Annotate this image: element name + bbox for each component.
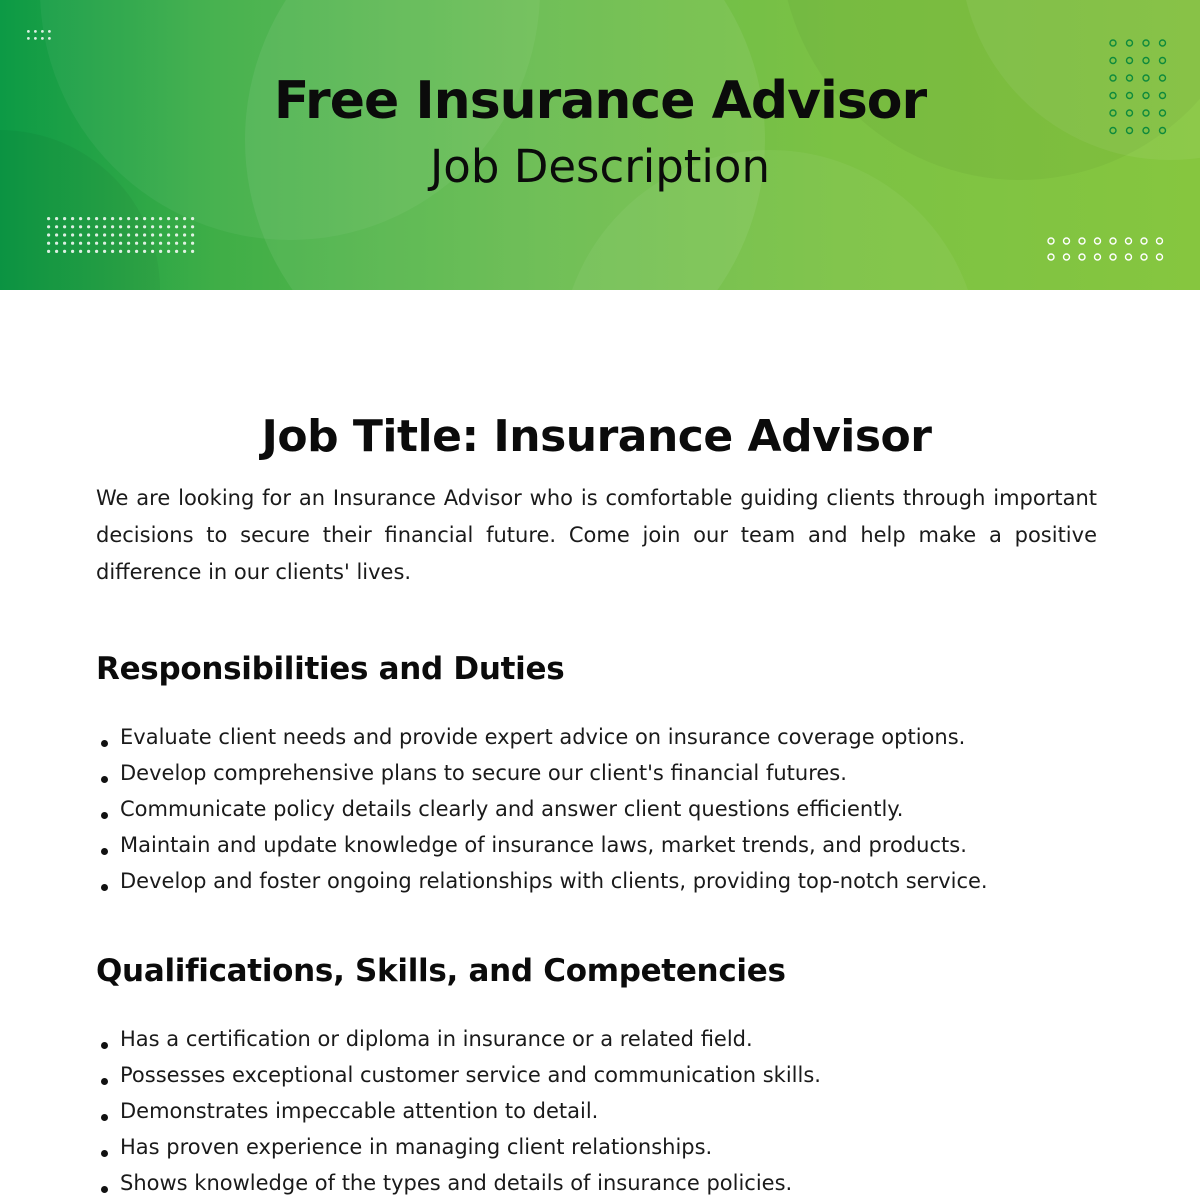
list-item [96, 827, 1097, 863]
list-item [96, 791, 1097, 827]
bullet-icon [101, 1186, 108, 1193]
list-item [96, 1129, 1097, 1165]
bullet-icon [101, 1114, 108, 1121]
list-item-text: Has proven experience in managing client relationships. [120, 1135, 713, 1159]
responsibilities-list [96, 719, 1097, 899]
intro-paragraph: We are looking for an Insurance Advisor who is comfortable guiding clients through important decisions to secure their financial future. Come join our team and help make a positive difference in our clients' lives. [96, 486, 1097, 584]
list-item [96, 1021, 1097, 1057]
bullet-icon [101, 1078, 108, 1085]
dot-pattern-top-left [26, 29, 52, 41]
dot-pattern-bottom-left [46, 216, 195, 254]
qualifications-heading: Qualifications, Skills, and Competencies [96, 953, 786, 989]
list-item-text: Evaluate client needs and provide expert advice on insurance coverage options. [120, 725, 966, 749]
bullet-icon [101, 740, 108, 747]
document-body [96, 290, 1097, 1201]
responsibilities-heading: Responsibilities and Duties [96, 651, 565, 687]
bullet-icon [101, 848, 108, 855]
list-item-text: Possesses exceptional customer service and communication skills. [120, 1063, 821, 1087]
bullet-icon [101, 1150, 108, 1157]
list-item-text: Develop and foster ongoing relationships with clients, providing top-notch service. [120, 869, 988, 893]
list-item [96, 1093, 1097, 1129]
qualifications-list [96, 1021, 1097, 1201]
bullet-icon [101, 776, 108, 783]
list-item-text: Shows knowledge of the types and details of insurance policies. [120, 1171, 793, 1195]
bullet-icon [101, 1042, 108, 1049]
dot-ring-pattern-bottom-right [1047, 237, 1164, 261]
list-item [96, 1165, 1097, 1201]
list-item-text: Communicate policy details clearly and answer client questions efficiently. [120, 797, 904, 821]
list-item [96, 863, 1097, 899]
list-item [96, 1057, 1097, 1093]
header-banner [0, 0, 1200, 290]
bullet-icon [101, 884, 108, 891]
list-item [96, 719, 1097, 755]
list-item-text: Has a certification or diploma in insurance or a related field. [120, 1027, 753, 1051]
list-item [96, 755, 1097, 791]
job-title: Job Title: Insurance Advisor [261, 411, 932, 462]
banner-title: Free Insurance Advisor [273, 71, 927, 131]
bullet-icon [101, 812, 108, 819]
list-item-text: Develop comprehensive plans to secure our client's financial futures. [120, 761, 847, 785]
list-item-text: Demonstrates impeccable attention to detail. [120, 1099, 599, 1123]
list-item-text: Maintain and update knowledge of insurance laws, market trends, and products. [120, 833, 967, 857]
banner-subtitle: Job Description [430, 140, 770, 193]
